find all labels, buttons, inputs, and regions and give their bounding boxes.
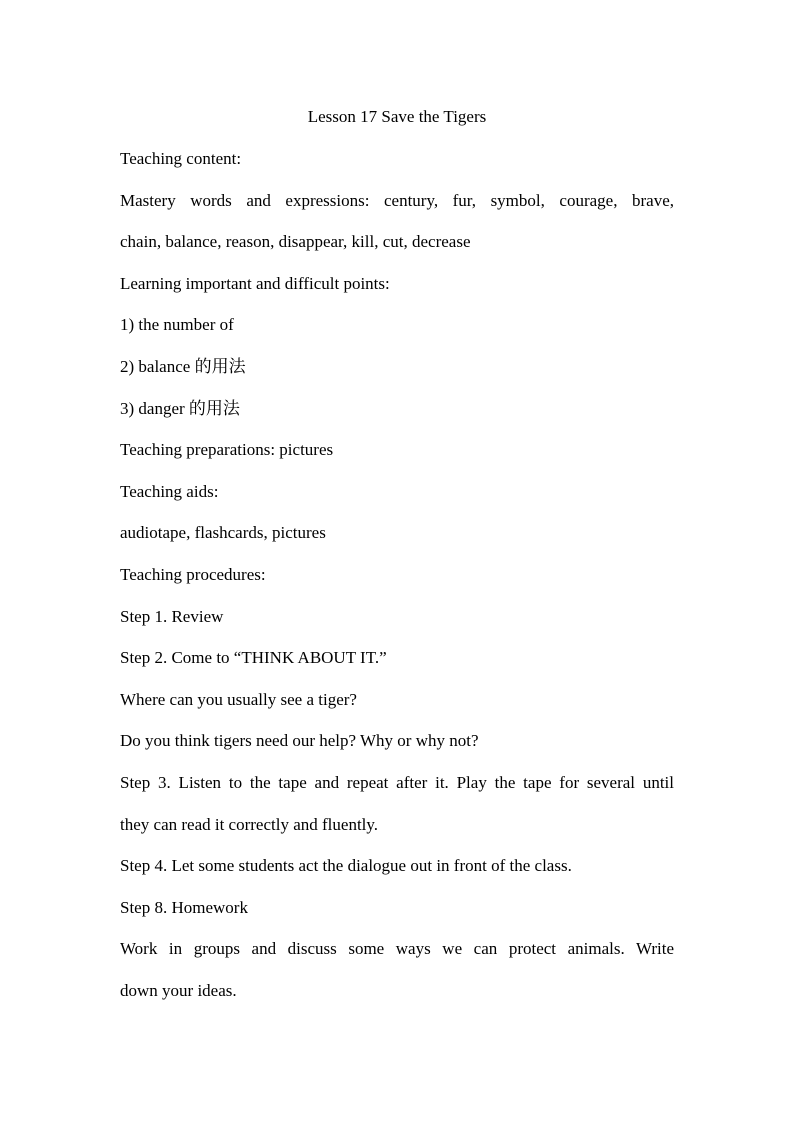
paragraph-step-3-line-1: Step 3. Listen to the tape and repeat after it. Play the tape for several until xyxy=(120,772,674,792)
paragraph-question-1: Where can you usually see a tiger? xyxy=(120,689,357,709)
list-item-point-2: 2) balance 的用法 xyxy=(120,356,246,376)
paragraph-step-4: Step 4. Let some students act the dialogue out in front of the class. xyxy=(120,856,572,876)
paragraph-important-points-heading: Learning important and difficult points: xyxy=(120,273,390,293)
paragraph-teaching-content-heading: Teaching content: xyxy=(120,149,242,168)
paragraph-homework-line-1: Work in groups and discuss some ways we can protect animals. Write xyxy=(120,939,674,959)
paragraph-question-2: Do you think tigers need our help? Why or why not? xyxy=(120,731,479,751)
paragraph-step-3-line-2: they can read it correctly and fluently. xyxy=(120,814,379,834)
paragraph-teaching-aids-heading: Teaching aids: xyxy=(120,481,219,501)
paragraph-step-1: Step 1. Review xyxy=(120,606,224,626)
document-body xyxy=(120,148,674,1021)
list-item-point-3: 3) danger 的用法 xyxy=(120,398,240,418)
list-item-point-1: 1) the number of xyxy=(120,315,234,335)
paragraph-homework-line-2: down your ideas. xyxy=(120,980,237,1000)
paragraph-mastery-words-line-2: chain, balance, reason, disappear, kill, cut, decrease xyxy=(120,232,471,252)
paragraph-teaching-preparations: Teaching preparations: pictures xyxy=(120,440,334,460)
document-title: Lesson 17 Save the Tigers xyxy=(307,107,487,126)
paragraph-step-2: Step 2. Come to “THINK ABOUT IT.” xyxy=(120,648,387,668)
paragraph-step-8-heading: Step 8. Homework xyxy=(120,897,248,917)
paragraph-teaching-procedures-heading: Teaching procedures: xyxy=(120,564,266,584)
paragraph-teaching-aids-list: audiotape, flashcards, pictures xyxy=(120,523,326,543)
paragraph-mastery-words-line-1: Mastery words and expressions: century, fur, symbol, courage, brave, xyxy=(120,190,674,210)
